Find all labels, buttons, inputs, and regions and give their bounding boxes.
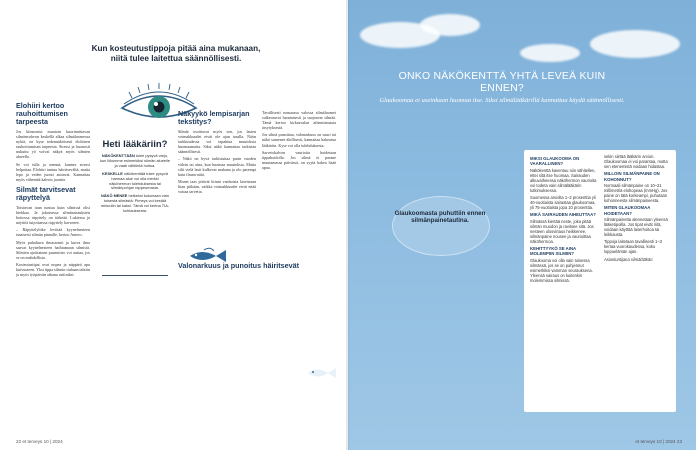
info-paragraph: Suomessa arviolta 1–2 prosenttia yli 40-vuotiaista sairastaa glaukoomaa, yli 75-vuotiaista jopa 10 prosenttia. xyxy=(530,195,596,211)
info-heading: MIKSI GLAUKOOMA ON VAARALLINEN? xyxy=(530,156,580,167)
quote-bubble xyxy=(392,196,490,256)
cloud-shape xyxy=(420,14,480,36)
body-paragraph: Myös puhaltava ilmastointi ja kuiva ilma saavat kyynelnesteen haihtumaan silmistä. Silmien ajoittainen puunsiirto voi auttaa, jos se on mahdollista. xyxy=(16,239,90,260)
info-paragraph: Tippoja laitetaan tavallisesti 1–3 kertaa vuorokaudessa, koko loppuelämän ajan. xyxy=(604,239,662,255)
page-footer-left: 22 et terveys 10 | 2024 xyxy=(16,439,63,444)
article-column-2 xyxy=(178,110,256,196)
info-paragraph: Normaali silmänpaine on 10–21 millimetriä elohopeaa (mmHg). Jos paine on tätä korkeampi, puhutaan kohonneesta silmänpaineesta. xyxy=(604,182,668,204)
info-paragraph: Silmässä kiertää neste, joka pitää silmän muodon ja ravitsee sitä. Jos nesteen ulosvirtaus heikkenee, silmänpaine nousee ja vaurioittaa näköhermoa. xyxy=(530,218,594,245)
body-paragraph: – Räpyttelyliike levittää kyynelnesteen tasaisesti silmän pinnalle, kertoo Antero. xyxy=(16,227,90,238)
bubble-quote-text: Glaukoomasta puhuttiin ennen silmänpainetautina. xyxy=(394,210,486,225)
body-paragraph: Monet taas pitävät kiinni vanhoista laseistaan liian pitkään, vaikka voimakkuudet eivät enää vastaa tarvetta. xyxy=(178,178,256,195)
body-paragraph: Tavallisesti runsaassa valossa silmäluomet sulkeutuvat luontaisesti ja suojaavat silmää. Tämä kertoo kirkasvalon aiheuttamasta ärsytyksestä. xyxy=(262,110,336,131)
info-column-2 xyxy=(604,154,672,264)
info-paragraph: sekin siirtää lääkärin arvion. Glaukoomaa ei voi parantaa, mutta sen etenemistä voidaan hidastaa. xyxy=(604,154,668,170)
sidebar-text: näkökenttää tulee pysyvä harmaa alue voi olla merkki näköhermon tulehduksesta tai silmänpohjan rappeumasta. xyxy=(109,170,168,191)
cloud-shape xyxy=(520,44,580,62)
body-paragraph: Kosteutustipat ovat nopea ja näppärä apu kuivuuteen. Yksi tippa silmiin tiuhaan tahtiin ja myös työpäivän aikana rutiiniksi. xyxy=(16,261,90,278)
sidebar-box xyxy=(100,140,170,217)
page-gutter xyxy=(346,0,350,450)
info-heading: MITEN GLAUKOOMAA HOIDETAAN? xyxy=(604,205,651,216)
sidebar-paragraph xyxy=(100,194,170,214)
article-title: ONKO NÄKÖKENTTÄ YHTÄ LEVEÄ KUIN ENNEN? xyxy=(398,70,606,94)
sidebar-paragraph xyxy=(100,172,170,192)
body-paragraph: – Näkö on hyvä tarkistuttaa parin vuoden välein tai aina, kun huomaa muutoksia, Mutta silti vielä lasit kulkevat mukana ja olo parempi kuin ilman niitä. xyxy=(178,156,256,177)
sidebar-label: KESKELLE xyxy=(102,170,123,176)
info-heading: MILLOIN SILMÄNPAINE ON KOHONNUT? xyxy=(604,171,660,182)
info-heading: MIKÄ SAIRAUDEN AIHEUTTAA? xyxy=(530,212,596,218)
info-heading: KEHITTYYKÖ SE AINA MOLEMPIIN SILMIIN? xyxy=(530,246,576,257)
section-heading: Elohiiri kertoo rauhoittumisen tarpeesta xyxy=(16,101,68,126)
sidebar-label: NÄKÖKENTTÄÄN xyxy=(101,153,135,158)
article-column-3 xyxy=(262,110,336,172)
fish-illustration xyxy=(184,246,234,266)
body-paragraph: Toistuvan tuan tuntuu kuin silmissä olisi hiekkaa. Ja jokaisessa silmäsairauksien hoitossa räpyttely on tärkeää. Lukiessa ja näyttöä tuijottaessa räpyttely harvenee. xyxy=(16,204,90,226)
body-paragraph: Jos kiinnostui muutoin kuorinnittavan silmänvahvon keskellä alkaa silmäluomessa nykiä, on kyse todennäköisesti elohiiren rauhoittumisen tarpeesta. Stressi ja huonosti nukuttu yö voivat näkyä myös silmien alueella. xyxy=(16,129,90,160)
fish-illustration xyxy=(304,364,340,382)
sidebar-label: NÄKÖ MENEE xyxy=(101,193,128,199)
sidebar-text: tulee pysyvä varjo, kun liikumme esimerkiksi silmän alueelle ja vaati välitöntä hoitoa. xyxy=(100,153,170,168)
section-heading: Valonarkuus ja punoitus häiritsevät xyxy=(178,261,300,270)
article-subtitle: Glaukoomaa ei useinkaan huomaa itse. Siksi silmälääkärillä kannattaa käydä säännöllisesti. xyxy=(379,97,625,104)
page-footer-right: et terveys 10 | 2024 23 xyxy=(635,439,682,444)
section-heading: Näkyykö lempisarjan tekstitys? xyxy=(178,109,250,126)
section-heading: Silmät tarvitsevat räpyttelyä xyxy=(16,184,76,202)
info-column-1 xyxy=(530,154,600,285)
info-credit: Asiantuntijana silmälääkäri. xyxy=(604,256,654,262)
body-paragraph: Sarveiskalvon vaurioita hoidetaan tippahoidolla. Jos silmä ei parane muutamassa päivässä, on syytä hakea lisää apua. xyxy=(262,149,336,170)
article-column-1 xyxy=(16,98,90,279)
body-paragraph: Jos silmä punoittaa, valonarkuus on suuri tai näkö sumenee äkillisesti, kannattaa hakeutua lääkäriin. Kyse voi olla tulehduksesta. xyxy=(262,132,336,148)
info-paragraph: Näkökenttä kaventuu niin vähitellen, ettei sitä itse huomaa. Sairauden alkuvaiheessa näköhermon vaurioita voi todeta vain silmälääkärin tutkimuksessa. xyxy=(530,167,597,193)
sidebar-text: hetkeksi kokonaan vain toisesta silmästä. Pimeys voi kestää minuutin tai kaksi. Tämä voi kertoa TIA-kohtauksesta. xyxy=(100,193,170,214)
sidebar-title: Heti lääkäriin? xyxy=(102,139,168,150)
body-paragraph: Se voi tulla ja mennä, kunnes stressi helpottaa. Elohiiri tuntuu häiritsevältä, mutta lepo ja veden juonti auttavat. Kannattaa myös vähentää kahvin juontia. xyxy=(16,161,90,182)
sidebar-paragraph xyxy=(100,154,170,169)
info-paragraph: Glaukooma voi olla vain toisessa silmässä, jos se on puhjennut esimerkiksi vamman seurauksena. Yleensä sairaus on kuitenkin molemmissa silmissä. xyxy=(530,257,593,284)
sidebar-rule xyxy=(102,275,168,276)
cloud-shape xyxy=(590,30,680,58)
pull-quote: Kun kosteutustippoja pitää aina mukanaan, niitä tulee laitettua säännöllisesti. xyxy=(91,44,261,63)
info-paragraph: Silmänpainetta alennetaan yleensä lääketipoilla. Jos tipat eivät riitä, voidaan käyttää laserhoitoa tai leikkausta. xyxy=(604,216,668,238)
body-paragraph: Silmät osoittavat myös sen, jos lasien voimakkuudet eivät ole ajan tasalla. Näön tarkkuudessa voi tapahtua muutoksia huomaamatta. Siksi näkö kannattaa tarkistaa säännöllisesti. xyxy=(178,129,256,155)
